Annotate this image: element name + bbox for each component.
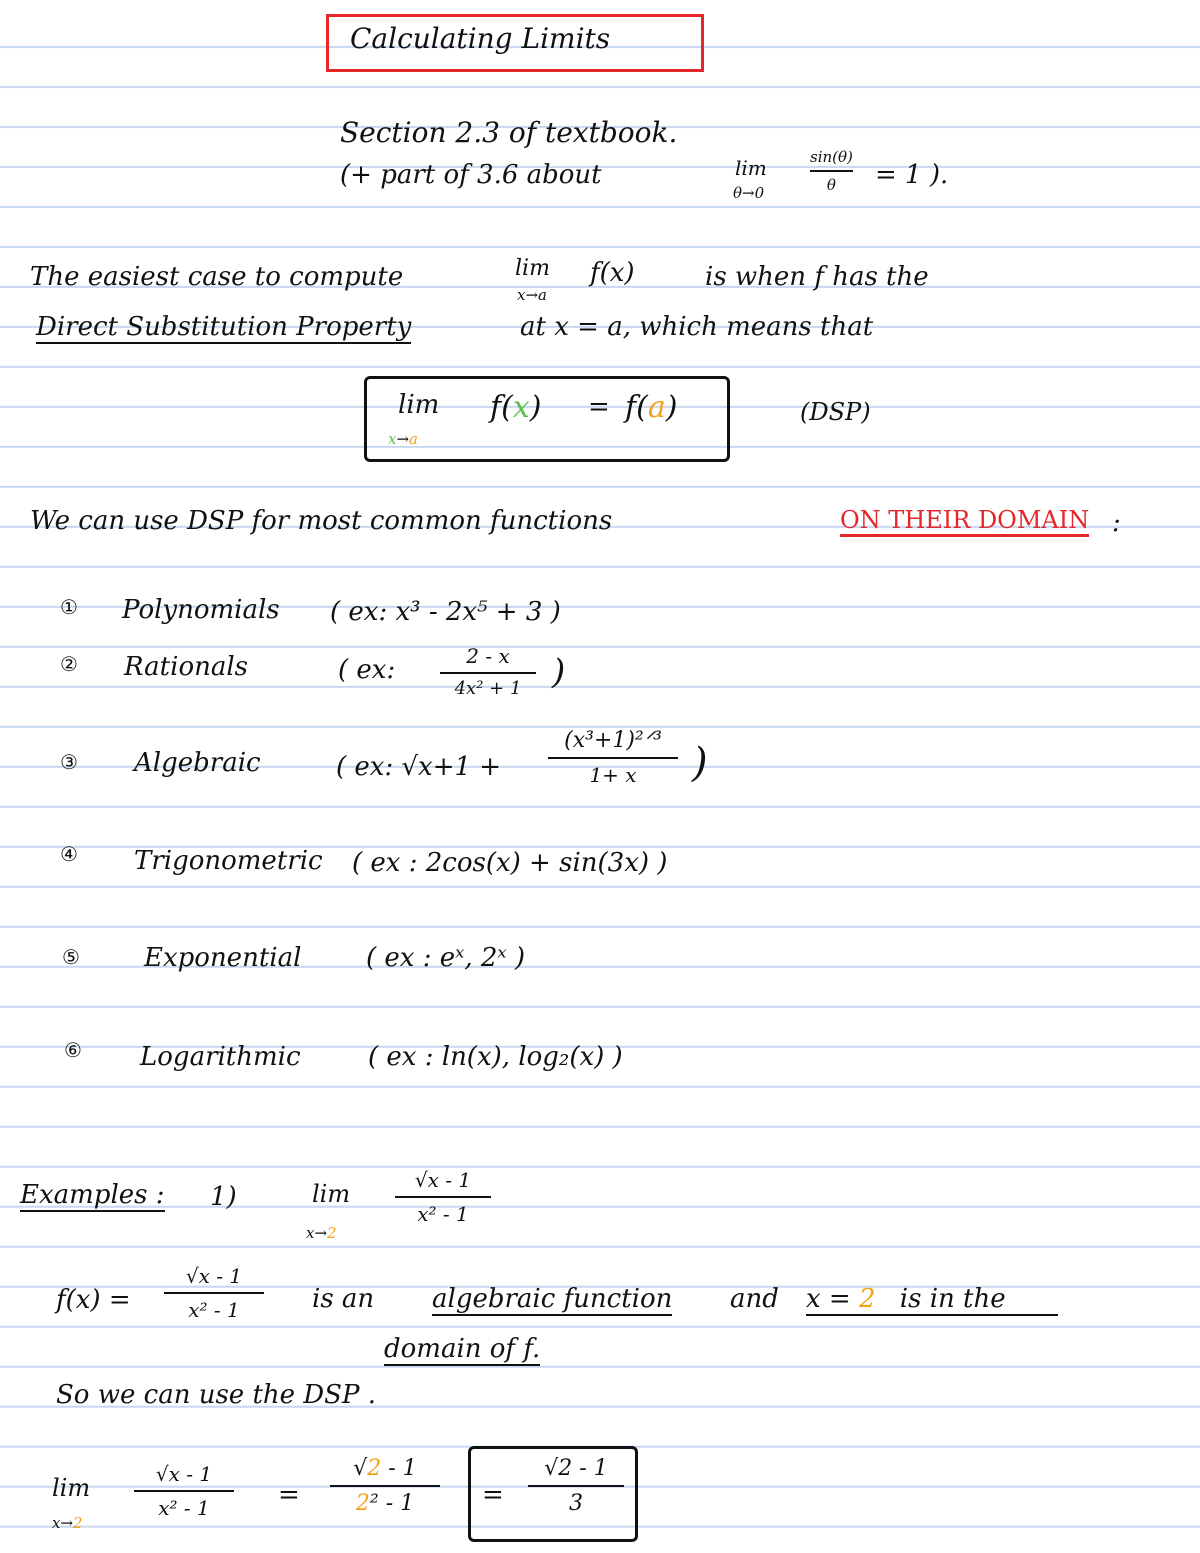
- final-num: √x - 1: [155, 1462, 213, 1486]
- step-den-rest: ² - 1: [369, 1491, 415, 1516]
- dsp-sub-a: a: [409, 430, 418, 448]
- example-lim: lim: [312, 1180, 351, 1208]
- item-5-name: Exponential: [144, 943, 302, 973]
- item-2-ex-close: ): [552, 652, 566, 692]
- on-their-domain: ON THEIR DOMAIN: [840, 506, 1089, 537]
- example-num: √x - 1: [414, 1168, 472, 1192]
- final-fraction: [134, 1462, 234, 1520]
- item-6-name: Logarithmic: [140, 1042, 301, 1072]
- step-num-val: 2: [367, 1456, 382, 1481]
- fraction-bar: [164, 1292, 264, 1294]
- intro-line2-b: at x = a, which means that: [520, 312, 874, 342]
- fx-den: x² - 1: [188, 1298, 240, 1322]
- item-3-mark: ③: [60, 750, 78, 774]
- section-lim-sub: θ→0: [733, 184, 765, 202]
- fx-fraction: [164, 1264, 264, 1322]
- equals-1: =: [278, 1480, 300, 1510]
- example-fraction: [395, 1168, 491, 1226]
- algebraic-function: algebraic function: [432, 1284, 673, 1314]
- x-val: 2: [858, 1284, 876, 1314]
- item-2-num: 2 - x: [466, 644, 510, 668]
- item-3-name: Algebraic: [134, 748, 261, 778]
- fraction-bar: [548, 757, 678, 759]
- is-an: is an: [312, 1284, 375, 1314]
- example-lim-sub: [306, 1224, 337, 1242]
- section-equals: = 1 ).: [875, 160, 949, 190]
- intro-line1-a: The easiest case to compute: [30, 262, 404, 292]
- dsp-close2: ): [665, 390, 678, 425]
- dsp-label: (DSP): [800, 398, 871, 426]
- x-equals-2: [806, 1284, 1058, 1316]
- final-sub-val: 2: [73, 1514, 83, 1532]
- step-root: √: [353, 1456, 368, 1481]
- item-5-mark: ⑤: [62, 945, 80, 969]
- equals-2: =: [482, 1480, 504, 1510]
- item-2-name: Rationals: [124, 652, 248, 682]
- item-4-name: Trigonometric: [134, 846, 323, 876]
- example-lim-sub-x: x→: [306, 1224, 328, 1242]
- so-line: So we can use the DSP .: [56, 1380, 376, 1410]
- use-line: We can use DSP for most common functions: [30, 506, 613, 536]
- dsp-f-open2: f(: [625, 390, 648, 425]
- item-1-name: Polynomials: [122, 595, 280, 625]
- item-3-ex-close: ): [692, 740, 708, 786]
- item-1-mark: ①: [60, 595, 78, 619]
- final-lim-sub: [52, 1514, 83, 1532]
- example-den: x² - 1: [417, 1202, 469, 1226]
- dsp-a: a: [647, 390, 666, 425]
- section-lim: lim: [735, 156, 767, 180]
- item-5-example: ( ex : eˣ, 2ˣ ): [366, 943, 526, 973]
- item-2-fraction: [440, 644, 536, 699]
- example-number: 1): [210, 1182, 237, 1212]
- dsp-rhs: [625, 390, 677, 425]
- item-6-mark: ⑥: [64, 1038, 82, 1062]
- step-den: [356, 1491, 414, 1516]
- final-den: x² - 1: [158, 1496, 210, 1520]
- item-2-ex-open: ( ex:: [338, 655, 396, 685]
- final-lim: lim: [52, 1474, 91, 1502]
- intro-line1-b: is when f has the: [705, 262, 929, 292]
- section-frac-den: θ: [826, 176, 836, 194]
- in-the: is in the: [899, 1284, 1006, 1314]
- intro-fx: f(x): [590, 258, 635, 288]
- result-den: 3: [569, 1491, 583, 1516]
- fraction-bar: [395, 1196, 491, 1198]
- fraction-bar: [528, 1485, 624, 1487]
- intro-lim-sub: x→a: [517, 286, 547, 304]
- item-3-den: 1+ x: [589, 763, 637, 787]
- fraction-bar: [440, 672, 536, 674]
- dsp-close: ): [529, 390, 542, 425]
- result-fraction: [528, 1456, 624, 1516]
- item-6-example: ( ex : ln(x), log₂(x) ): [368, 1042, 623, 1072]
- fraction-bar: [330, 1485, 440, 1487]
- item-3-fraction: [548, 728, 678, 787]
- and-word: and: [730, 1284, 779, 1314]
- item-2-mark: ②: [60, 652, 78, 676]
- item-3-ex-open: ( ex: √x+1 +: [336, 752, 502, 782]
- dsp-x: x: [512, 390, 530, 425]
- result-num: √2 - 1: [544, 1456, 608, 1481]
- final-sub-x: x→: [52, 1514, 74, 1532]
- section-fraction: [810, 148, 853, 194]
- dsp-sub-arrow: →: [396, 430, 410, 448]
- examples-label: Examples :: [20, 1180, 165, 1210]
- step-den-val: 2: [355, 1491, 370, 1516]
- dsp-f-open: f(: [490, 390, 513, 425]
- fx-def: f(x) =: [56, 1285, 131, 1315]
- step-num: [353, 1456, 416, 1481]
- fx-num: √x - 1: [185, 1264, 243, 1288]
- direct-substitution-property: Direct Substitution Property: [36, 312, 412, 342]
- step-fraction: [330, 1456, 440, 1516]
- fraction-bar: [134, 1490, 234, 1492]
- x-eq: x =: [806, 1284, 851, 1314]
- fraction-bar: [810, 170, 853, 172]
- section-paren: (+ part of 3.6 about: [340, 160, 602, 190]
- item-3-num: (x³+1)²ᐟ³: [564, 728, 662, 753]
- page-title: Calculating Limits: [350, 22, 611, 55]
- section-line: Section 2.3 of textbook.: [340, 116, 678, 149]
- item-2-den: 4x² + 1: [454, 678, 522, 699]
- example-lim-sub-val: 2: [327, 1224, 337, 1242]
- domain-of-f: domain of f.: [384, 1334, 541, 1364]
- item-1-example: ( ex: x³ - 2x⁵ + 3 ): [330, 597, 561, 627]
- dsp-sub-x: x: [388, 430, 397, 448]
- dsp-lim-sub: [388, 430, 418, 448]
- step-num-rest: - 1: [381, 1456, 417, 1481]
- dsp-lhs: [490, 390, 541, 425]
- section-frac-num: sin(θ): [810, 148, 853, 166]
- dsp-lim: lim: [398, 390, 440, 420]
- dsp-equals: =: [588, 392, 610, 422]
- intro-lim: lim: [515, 256, 550, 281]
- use-end: :: [1112, 508, 1121, 538]
- item-4-mark: ④: [60, 842, 78, 866]
- item-4-example: ( ex : 2cos(x) + sin(3x) ): [352, 848, 668, 878]
